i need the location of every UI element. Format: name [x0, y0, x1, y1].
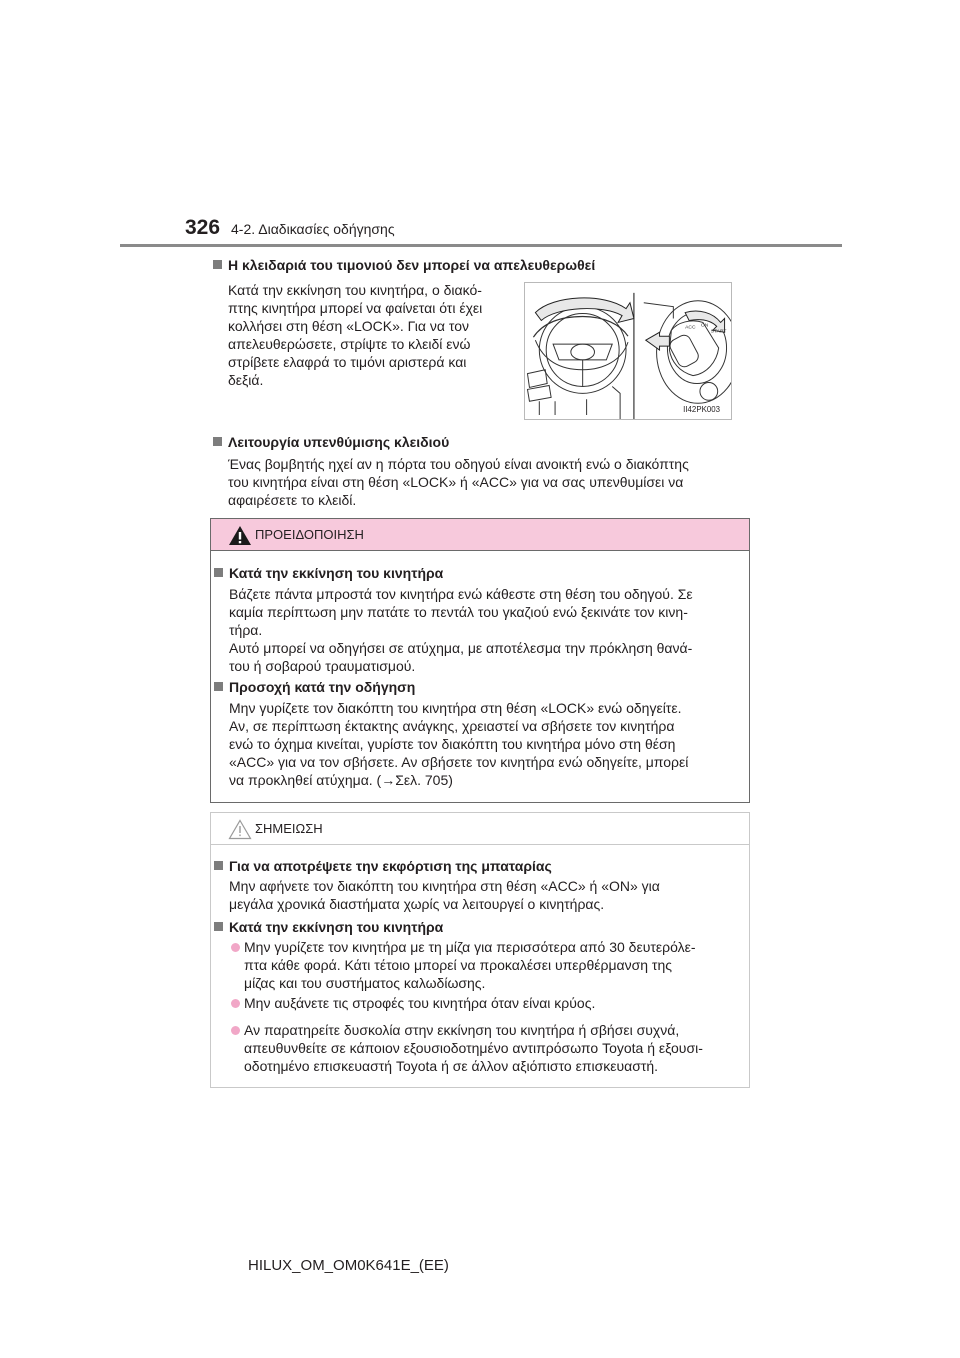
square-bullet-icon	[214, 922, 223, 931]
warning-title: ΠΡΟΕΙΔΟΠΟΙΗΣΗ	[255, 527, 364, 542]
warning-triangle-icon	[228, 525, 252, 546]
note-start-bullet: Μην αυξάνετε τις στροφές του κινητήρα όταν είναι κρύος.	[244, 995, 596, 1011]
square-bullet-icon	[214, 682, 223, 691]
figure-label-acc: ACC	[685, 325, 696, 331]
note-title: ΣΗΜΕΙΩΣΗ	[255, 821, 323, 836]
warning-section-heading: Κατά την εκκίνηση του κινητήρα	[214, 565, 443, 581]
key-reminder-heading: Λειτουργία υπενθύμισης κλειδιού	[213, 434, 449, 450]
steering-lock-figure	[524, 282, 732, 420]
note-start-heading: Κατά την εκκίνηση του κινητήρα	[214, 919, 443, 935]
header-rule	[120, 244, 842, 247]
footer-code: HILUX_OM_OM0K641E_(EE)	[248, 1257, 449, 1274]
pink-bullet-icon	[231, 1026, 240, 1035]
steering-lock-text: Κατά την εκκίνηση του κινητήρα, ο διακό- πτης κινητήρα μπορεί να φαίνεται ότι έχει κολλήσει στη θέση «LOCK». Για να τον απελευθερώσετε, στρίψτε το κλειδί ενώ στρίβετε ελαφρά το τιμόνι αριστερά και δεξιά.	[228, 282, 483, 388]
note-header	[211, 813, 749, 845]
warning-section-text: Μην γυρίζετε τον διακόπτη του κινητήρα στη θέση «LOCK» ενώ οδηγείτε. Αν, σε περίπτωση έκτακτης ανάγκης, χρειαστεί να σβήσετε τον κινητήρα ενώ το όχημα κινείται, γυρίστε τον διακόπτη του κινητήρα μόνο στη θέση «ACC» για να τον σβήσετε. Αν σβήσετε τον κινητήρα ενώ οδηγείτε, μπορεί να προκληθεί ατύχημα. (→Σελ. 705)	[229, 700, 689, 788]
square-bullet-icon	[214, 861, 223, 870]
note-start-bullet: Αν παρατηρείτε δυσκολία στην εκκίνηση του κινητήρα ή σβήσει συχνά, απευθυνθείτε σε κάποιον εξουσιοδοτημένο αντιπρόσωπο Toyota ή εξουσι- οδοτημένο επισκευαστή Toyota ή σε άλλον αξιόπιστο επισκευαστή.	[244, 1022, 703, 1074]
warning-header	[211, 519, 749, 551]
square-bullet-icon	[213, 260, 222, 269]
key-reminder-text: Ένας βομβητής ηχεί αν η πόρτα του οδηγού είναι ανοικτή ενώ ο διακόπτης του κινητήρα είναι στη θέση «LOCK» ή «ACC» για να σας υπενθυμίσει να αφαιρέσετε το κλειδί.	[228, 456, 689, 508]
pink-bullet-icon	[231, 943, 240, 952]
note-start-bullet: Μην γυρίζετε τον κινητήρα με τη μίζα για περισσότερα από 30 δευτερόλε- πτα κάθε φορά. Κάτι τέτοιο μπορεί να προκαλέσει υπερθέρμανση της μίζας και του συστήματος καλωδίωσης.	[244, 939, 696, 991]
square-bullet-icon	[213, 437, 222, 446]
warning-section-text: Βάζετε πάντα μπροστά τον κινητήρα ενώ κάθεστε στη θέση του οδηγού. Σε καμία περίπτωση μην πατάτε το πεντάλ του γκαζιού ενώ ξεκινάτε τον κινη- τήρα. Αυτό μπορεί να οδηγήσει σε ατύχημα, με αποτέλεσμα την πρόκληση θανά- του ή σοβαρού τραυματισμού.	[229, 586, 693, 674]
figure-label-start: START	[710, 329, 727, 335]
note-battery-heading: Για να αποτρέψετε την εκφόρτιση της μπαταρίας	[214, 858, 552, 874]
note-battery-text: Μην αφήνετε τον διακόπτη του κινητήρα στη θέση «ACC» ή «ON» για μεγάλα χρονικά διαστήματα χωρίς να λειτουργεί ο κινητήρας.	[229, 878, 660, 912]
caution-triangle-icon	[228, 819, 252, 840]
page-number: 326	[185, 216, 221, 239]
figure-label-on: ON	[700, 323, 709, 329]
pink-bullet-icon	[231, 999, 240, 1008]
warning-box	[210, 518, 750, 803]
note-box	[210, 812, 750, 1088]
section-title: 4-2. Διαδικασίες οδήγησης	[231, 221, 395, 237]
square-bullet-icon	[214, 568, 223, 577]
steering-lock-heading: Η κλειδαριά του τιμονιού δεν μπορεί να απελευθερωθεί	[213, 257, 595, 273]
figure-code: II42PK003	[683, 405, 720, 415]
warning-section-heading: Προσοχή κατά την οδήγηση	[214, 679, 415, 695]
